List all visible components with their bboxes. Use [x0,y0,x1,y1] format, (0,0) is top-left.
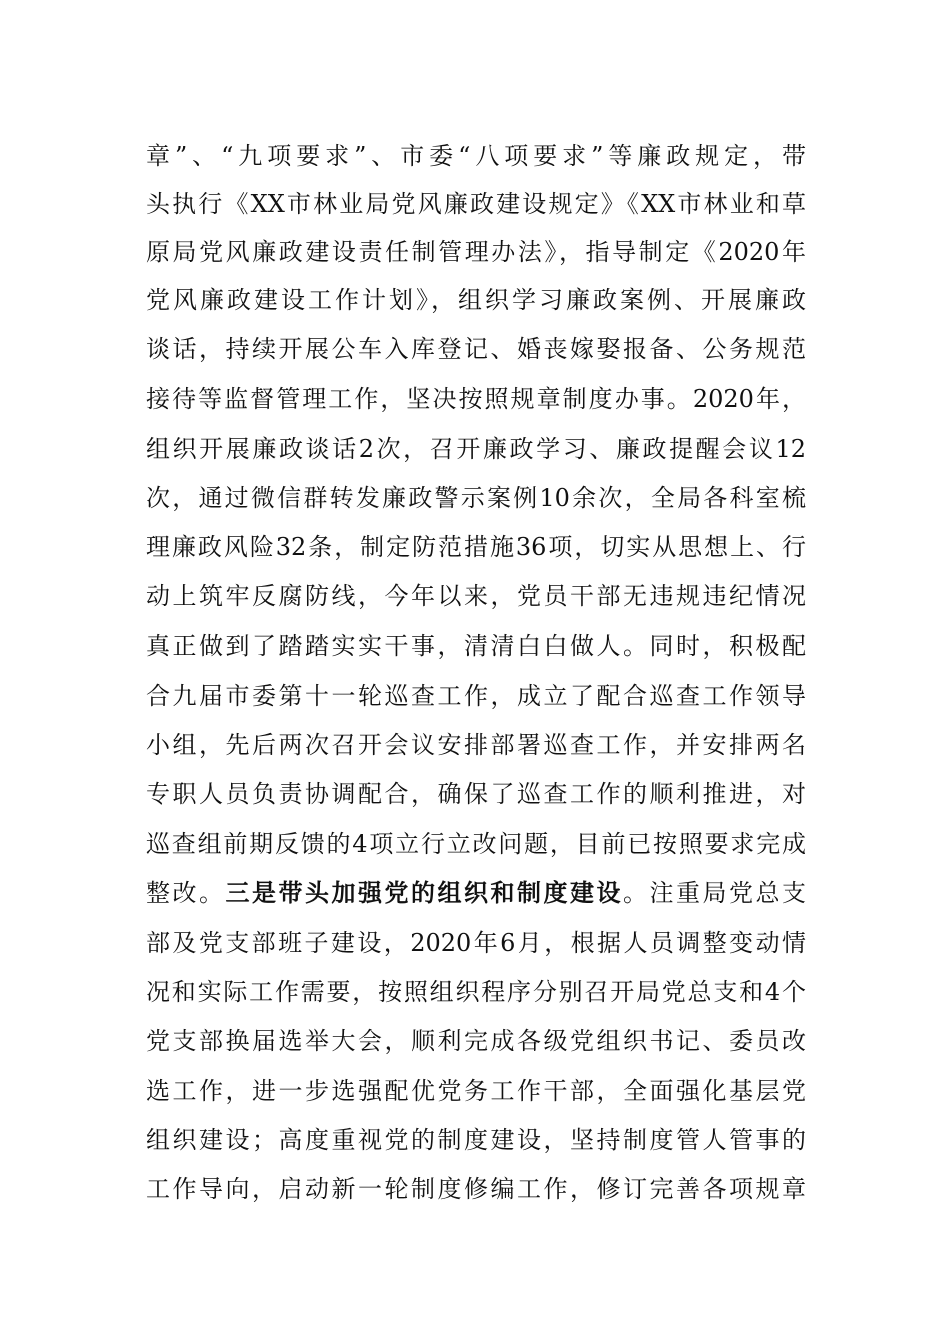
bold-section-heading: 三是带头加强党的组织和制度建设 [225,878,623,907]
paragraph-line-with-heading [146,873,806,913]
paragraph-line: 党风廉政建设工作计划》，组织学习廉政案例、开展廉政 [146,286,806,314]
paragraph-line: 动上筑牢反腐防线，今年以来，党员干部无违规违纪情况 [146,582,806,610]
paragraph-line: 谈话，持续开展公车入库登记、婚丧嫁娶报备、公务规范 [146,335,806,363]
paragraph-line: 合九届市委第十一轮巡查工作，成立了配合巡查工作领导 [146,682,806,710]
paragraph-line: 部及党支部班子建设，2020年6月，根据人员调整变动情 [146,929,806,957]
paragraph-line: 选工作，进一步选强配优党务工作干部，全面强化基层党 [146,1077,806,1105]
paragraph-line: 头执行《XX市林业局党风廉政建设规定》《XX市林业和草 [146,190,806,218]
paragraph-line: 组织开展廉政谈话2次，召开廉政学习、廉政提醒会议12 [146,435,806,463]
line-text-after: 。注重局党总支 [623,879,806,907]
paragraph-line: 理廉政风险32条，制定防范措施36项，切实从思想上、行 [146,533,806,561]
paragraph-line: 况和实际工作需要，按照组织程序分别召开局党总支和4个 [146,978,806,1006]
paragraph-line: 党支部换届选举大会，顺利完成各级党组织书记、委员改 [146,1027,806,1055]
paragraph-line: 专职人员负责协调配合，确保了巡查工作的顺利推进，对 [146,780,806,808]
paragraph-line: 次，通过微信群转发廉政警示案例10余次，全局各科室梳 [146,484,806,512]
paragraph-line: 真正做到了踏踏实实干事，清清白白做人。同时，积极配 [146,632,806,660]
paragraph-line: 小组，先后两次召开会议安排部署巡查工作，并安排两名 [146,731,806,759]
paragraph-line: 巡查组前期反馈的4项立行立改问题，目前已按照要求完成 [146,830,806,858]
paragraph-line: 接待等监督管理工作，坚决按照规章制度办事。2020年， [146,385,806,413]
paragraph-line: 组织建设；高度重视党的制度建设，坚持制度管人管事的 [146,1126,806,1154]
paragraph-line: 章”、“九项要求”、市委“八项要求”等廉政规定，带 [146,142,806,170]
line-text-before: 整改。 [146,879,226,907]
paragraph-line: 原局党风廉政建设责任制管理办法》，指导制定《2020年 [146,238,806,266]
paragraph-line: 工作导向，启动新一轮制度修编工作，修订完善各项规章 [146,1175,806,1203]
